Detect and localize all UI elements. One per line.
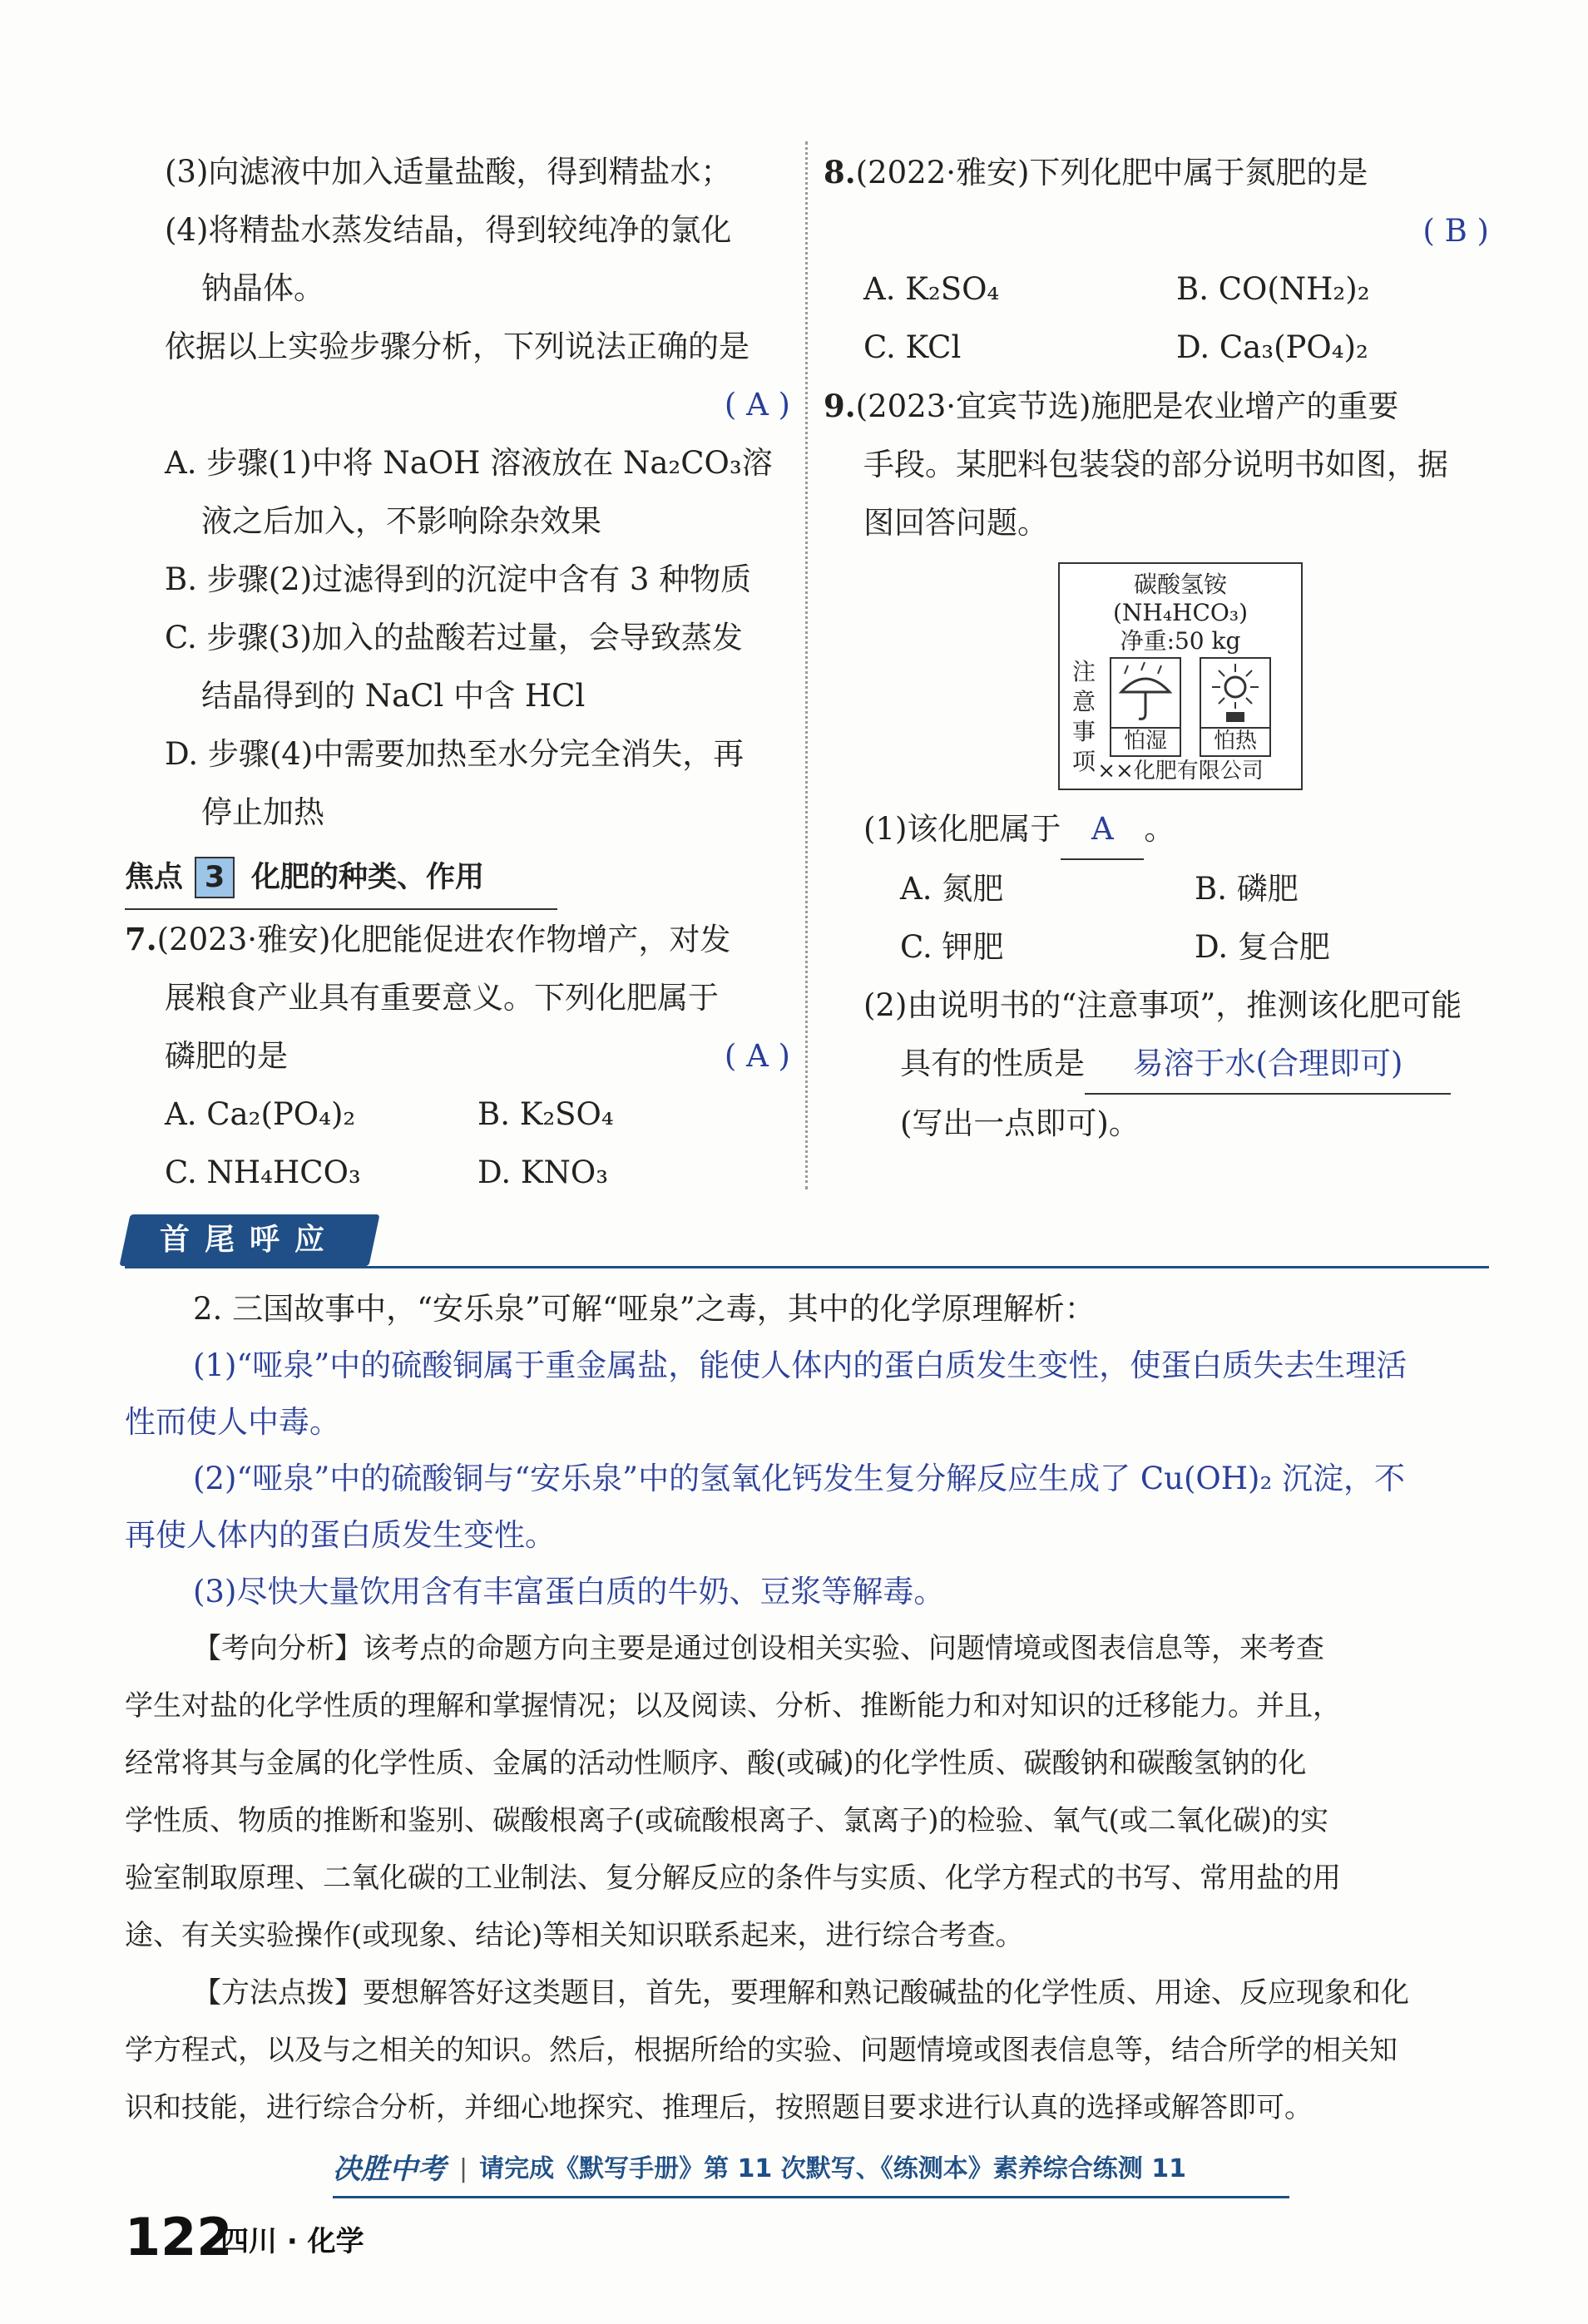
step-4-line: (4)将精盐水蒸发结晶，得到较纯净的氯化 [165, 212, 732, 248]
question-9-2-line3: (写出一点即可)。 [900, 1105, 1140, 1141]
step-4-continued: 钠晶体。 [201, 270, 324, 306]
focus-heading [125, 847, 557, 910]
q9-option-d: D. 复合肥 [1195, 929, 1330, 965]
section-banner [119, 1214, 379, 1266]
question-7-line1 [125, 910, 790, 969]
question-7-answer: ( A ) [724, 1038, 790, 1074]
review-a2-line1: (2)“哑泉”中的硫酸铜与“安乐泉”中的氢氧化钙发生复分解反应生成了 Cu(OH)₂ 沉淀，不 [193, 1461, 1406, 1496]
method-line2: 学方程式，以及与之相关的知识。然后，根据所给的实验、问题情境或图表信息等，结合所学的相关知 [125, 2034, 1398, 2067]
q9-1-prefix: (1)该化肥属于 [863, 811, 1061, 847]
fig-company: ××化肥有限公司 [1097, 759, 1264, 784]
option-c-line1: C. 步骤(3)加入的盐酸若过量，会导致蒸发 [165, 620, 743, 655]
question-7-line3 [125, 1027, 790, 1085]
fertilizer-label-figure [1058, 562, 1303, 790]
q9-option-c: C. 钾肥 [900, 929, 1004, 965]
option-a-line1: A. 步骤(1)中将 NaOH 溶液放在 Na₂CO₃溶 [165, 445, 773, 481]
question-9-number: 9. [824, 388, 856, 424]
method-line3: 识和技能，进行综合分析，并细心地探究、推理后，按照题目要求进行认真的选择或解答即可。 [125, 2091, 1313, 2124]
question-7-text: (2023·雅安)化肥能促进农作物增产，对发 [156, 922, 731, 957]
focus-label: 焦点 [125, 861, 184, 894]
answer-row [125, 376, 790, 434]
umbrella-icon [1110, 657, 1181, 729]
question-9-2-line1: (2)由说明书的“注意事项”，推测该化肥可能 [863, 987, 1462, 1023]
review-a3: (3)尽快大量饮用含有丰富蛋白质的牛奶、豆浆等解毒。 [193, 1574, 945, 1609]
column-divider [805, 141, 808, 1189]
footer-reminder [333, 2146, 1289, 2193]
analysis-line5: 验室制取原理、二氧化碳的工业制法、复分解反应的条件与实质、化学方程式的书写、常用盐的用 [125, 1862, 1341, 1895]
q8-option-d: D. Ca₃(PO₄)₂ [1176, 329, 1368, 365]
question-7-line2: 展粮食产业具有重要意义。下列化肥属于 [165, 980, 719, 1016]
fig-formula: (NH₄HCO₃) [1112, 599, 1248, 626]
question-8-answer-row [824, 202, 1489, 260]
fig-note: 注意事项 [1071, 658, 1096, 775]
question-8-line1 [824, 143, 1489, 202]
question-9-options-row1 [824, 860, 1489, 918]
review-a1-line1: (1)“哑泉”中的硫酸铜属于重金属盐，能使人体内的蛋白质发生变性，使蛋白质失去生理活 [193, 1347, 1407, 1383]
q8-option-a: A. K₂SO₄ [863, 271, 1000, 307]
page-number: 122 [125, 2207, 233, 2267]
q7-option-a: A. Ca₂(PO₄)₂ [165, 1096, 356, 1132]
option-d-line1: D. 步骤(4)中需要加热至水分完全消失，再 [165, 736, 745, 772]
question-7-options-row1 [125, 1085, 790, 1144]
question-9-line2: 手段。某肥料包装袋的部分说明书如图，据 [863, 447, 1448, 482]
question-6-stem: 依据以上实验步骤分析，下列说法正确的是 [165, 329, 749, 364]
right-column [824, 143, 1489, 1153]
q7-option-b: B. K₂SO₄ [477, 1096, 614, 1132]
method-line1: 【方法点拨】要想解答好这类题目，首先，要理解和熟记酸碱盐的化学性质、用途、反应现象和化 [193, 1976, 1409, 2010]
review-section [125, 1281, 1489, 2137]
q8-option-c: C. KCl [863, 329, 962, 365]
question-7-number: 7. [125, 921, 157, 957]
sun-heat-icon [1200, 657, 1271, 729]
q9-option-a: A. 氮肥 [900, 871, 1004, 907]
question-7-text3: 磷肥的是 [165, 1038, 288, 1074]
option-a-line2: 液之后加入，不影响除杂效果 [201, 503, 601, 539]
analysis-line6: 途、有关实验操作(或现象、结论)等相关知识联系起来，进行综合考查。 [125, 1919, 1024, 1952]
question-9-text: (2023·宜宾节选)施肥是农业增产的重要 [855, 388, 1399, 424]
option-c-line2: 结晶得到的 NaCl 中含 HCl [201, 678, 586, 714]
analysis-line1: 【考向分析】该考点的命题方向主要是通过创设相关实验、问题情境或图表信息等，来考查 [193, 1632, 1324, 1665]
exam-analysis [125, 1620, 1489, 2137]
q9-option-b: B. 磷肥 [1195, 871, 1299, 907]
section-banner-rule [125, 1266, 1489, 1268]
q9-2-prefix: 具有的性质是 [900, 1046, 1085, 1081]
footer-text: 请完成《默写手册》第 11 次默写、《练测本》素养综合练测 11 [479, 2154, 1186, 2183]
focus-number-box: 3 [195, 857, 235, 898]
q8-option-b: B. CO(NH₂)₂ [1176, 271, 1370, 307]
footer-logo: 决胜中考 [333, 2153, 446, 2186]
question-8-number: 8. [824, 154, 856, 190]
subject-label: 四川 · 化学 [220, 2225, 364, 2258]
fig-label-damp: 怕湿 [1110, 727, 1181, 757]
analysis-line4: 学性质、物质的推断和鉴别、碳酸根离子(或硫酸根离子、氯离子)的检验、氧气(或二氧化碳)的实 [125, 1804, 1329, 1837]
section-banner-text: 首尾呼应 [159, 1223, 339, 1257]
review-a1-line2: 性而使人中毒。 [125, 1404, 340, 1440]
option-d-line2: 停止加热 [201, 794, 324, 830]
step-3-line: (3)向滤液中加入适量盐酸，得到精盐水； [165, 154, 732, 190]
question-9-options-row2 [824, 918, 1489, 977]
q7-option-d: D. KNO₃ [477, 1155, 609, 1190]
question-9-line1 [824, 377, 1489, 436]
option-b: B. 步骤(2)过滤得到的沉淀中含有 3 种物质 [165, 561, 752, 597]
question-6-answer: ( A ) [724, 387, 790, 423]
left-column [125, 143, 790, 1202]
analysis-line3: 经常将其与金属的化学性质、金属的活动性顺序、酸(或碱)的化学性质、碳酸钠和碳酸氢钠的化 [125, 1747, 1307, 1780]
question-9-2-line2 [824, 1035, 1489, 1095]
fig-name: 碳酸氢铵 [1133, 571, 1227, 598]
review-q2: 2. 三国故事中，“安乐泉”可解“哑泉”之毒，其中的化学原理解析： [193, 1291, 1096, 1327]
question-8-options-row1 [824, 260, 1489, 319]
q9-2-answer: 易溶于水(合理即可) [1085, 1035, 1451, 1095]
q9-1-suffix: 。 [1144, 811, 1175, 847]
question-8-answer: ( B ) [1422, 213, 1489, 249]
analysis-line2: 学生对盐的化学性质的理解和掌握情况；以及阅读、分析、推断能力和对知识的迁移能力。并且， [125, 1689, 1341, 1723]
question-9-1 [824, 800, 1489, 860]
q7-option-c: C. NH₄HCO₃ [165, 1155, 361, 1190]
question-7-options-row2 [125, 1144, 790, 1202]
review-a2-line2: 再使人体内的蛋白质发生变性。 [125, 1517, 556, 1553]
q9-1-answer: A [1061, 800, 1144, 860]
footer-separator: | [459, 2154, 468, 2183]
fig-weight: 净重:50 kg [1120, 627, 1241, 655]
question-9-line3: 图回答问题。 [863, 505, 1048, 541]
fig-label-heat: 怕热 [1200, 727, 1271, 757]
question-8-options-row2 [824, 319, 1489, 377]
footer-rule [333, 2196, 1289, 2198]
question-8-text: (2022·雅安)下列化肥中属于氮肥的是 [855, 155, 1368, 190]
focus-title: 化肥的种类、作用 [251, 861, 485, 894]
